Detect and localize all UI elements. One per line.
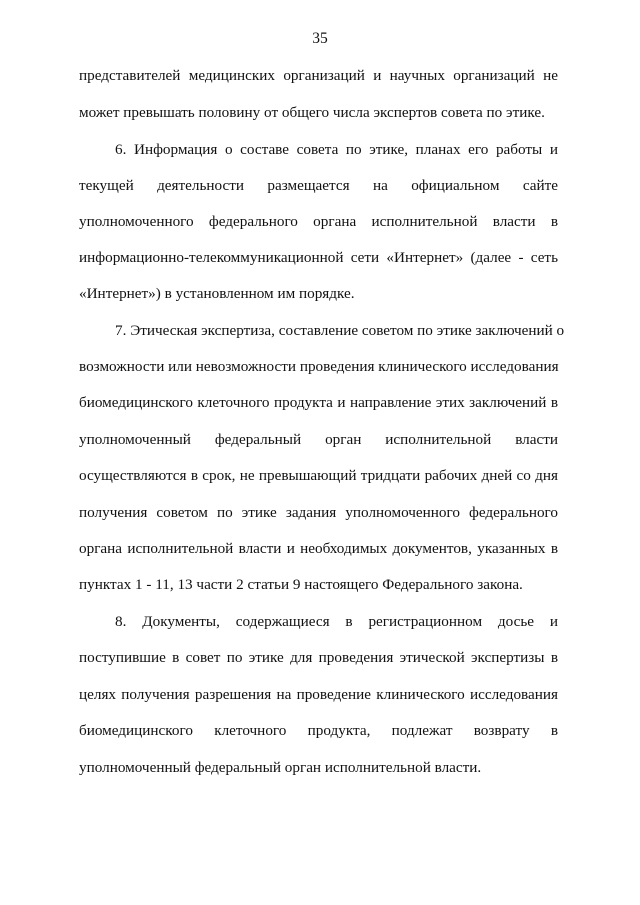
paragraph-7-start: 7. Этическая экспертиза, составление советом по этике заключений о bbox=[115, 322, 565, 339]
text-line: возможности или невозможности проведения клинического исследования bbox=[79, 358, 559, 375]
paragraph-6-start: 6. Информация о составе совета по этике, планах его работы и bbox=[115, 141, 558, 158]
text-line: уполномоченный федеральный орган исполнительной власти. bbox=[79, 759, 482, 776]
paragraph-8-start: 8. Документы, содержащиеся в регистрационном досье и bbox=[115, 613, 558, 630]
page-number: 35 bbox=[312, 30, 328, 47]
text-line: может превышать половину от общего числа экспертов совета по этике. bbox=[79, 104, 545, 121]
text-line: «Интернет») в установленном им порядке. bbox=[79, 285, 355, 302]
text-line: биомедицинского клеточного продукта и направление этих заключений в bbox=[79, 394, 558, 411]
text-line: целях получения разрешения на проведение клинического исследования bbox=[79, 686, 558, 703]
text-line: получения советом по этике задания уполномоченного федерального bbox=[79, 504, 558, 521]
text-line: информационно-телекоммуникационной сети «Интернет» (далее - сеть bbox=[79, 249, 558, 266]
text-line: органа исполнительной власти и необходимых документов, указанных в bbox=[79, 540, 558, 557]
text-line: биомедицинского клеточного продукта, подлежат возврату в bbox=[79, 722, 558, 739]
text-line: уполномоченный федеральный орган исполнительной власти bbox=[79, 431, 558, 448]
text-line: уполномоченного федерального органа исполнительной власти в bbox=[79, 213, 558, 230]
text-line: осуществляются в срок, не превышающий тридцати рабочих дней со дня bbox=[79, 467, 558, 484]
text-line: пунктах 1 - 11, 13 части 2 статьи 9 настоящего Федерального закона. bbox=[79, 576, 523, 593]
text-line: представителей медицинских организаций и научных организаций не bbox=[79, 67, 558, 84]
text-line: текущей деятельности размещается на официальном сайте bbox=[79, 177, 558, 194]
text-line: поступившие в совет по этике для проведения этической экспертизы в bbox=[79, 649, 558, 666]
